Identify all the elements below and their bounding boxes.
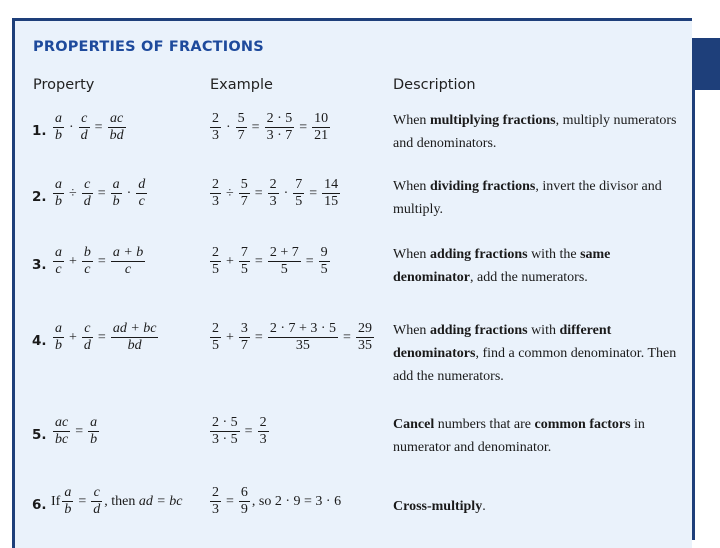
property-row-1 xyxy=(15,107,691,159)
property-formula: $\frac{a}{b}$ ÷ $\frac{c}{d}$ = $\frac{a}{b}$ · $\frac{d}{c}$ xyxy=(55,177,146,209)
row-number: 3. xyxy=(32,257,47,273)
row-number: 1. xyxy=(32,123,47,139)
row-description: When dividing fractions, invert the divisor and multiply. xyxy=(393,179,662,217)
row-number: 6. xyxy=(32,497,47,513)
example-formula: $\frac{2}{5}$ + $\frac{7}{5}$ = $\frac{2 + 7}{5}$ = $\frac{9}{5}$ xyxy=(212,245,328,277)
property-row-2 xyxy=(15,173,691,225)
fraction: $\frac{ac}{bd}$ xyxy=(109,111,124,143)
example-formula: $\frac{2}{3}$ ÷ $\frac{5}{7}$ = $\frac{2}{3}$ · $\frac{7}{5}$ = $\frac{14}{15}$ xyxy=(212,177,339,209)
property-formula: $\frac{a}{c}$ + $\frac{b}{c}$ = $\frac{a + b}{c}$ xyxy=(55,245,144,277)
example-formula: $\frac{2}{3}$ · $\frac{5}{7}$ = $\frac{2 \cdot 5}{3 \cdot 7}$ = $\frac{10}{21}$ xyxy=(212,111,329,143)
header-property: Property xyxy=(33,77,95,93)
example-formula: $\frac{2}{5}$ + $\frac{3}{7}$ = $\frac{2 \cdot 7 + 3 \cdot 5}{35}$ = $\frac{29}{35}$ xyxy=(212,321,372,353)
property-formula: If $\frac{a}{b}$ = $\frac{c}{d}$ , then ad = bc xyxy=(51,485,183,517)
header-example: Example xyxy=(210,77,273,93)
properties-card xyxy=(12,18,692,548)
row-description: Cross-multiply. xyxy=(393,499,486,514)
row-number: 5. xyxy=(32,427,47,443)
card-title: PROPERTIES OF FRACTIONS xyxy=(33,39,264,55)
row-number: 2. xyxy=(32,189,47,205)
example-formula: $\frac{2 \cdot 5}{3 \cdot 5}$ = $\frac{2}{3}$ xyxy=(212,415,267,447)
fraction: $\frac{a}{b}$ xyxy=(55,111,62,143)
property-row-6 xyxy=(15,481,691,533)
row-number: 4. xyxy=(32,333,47,349)
header-description: Description xyxy=(393,77,476,93)
property-row-5 xyxy=(15,411,691,463)
example-formula: $\frac{2}{3}$ = $\frac{6}{9}$ , so 2 · 9 = 3 · 6 xyxy=(212,485,342,517)
property-row-3 xyxy=(15,241,691,293)
row-description: When adding fractions with different denominators, find a common denominator. Then add the numerators. xyxy=(393,323,677,384)
property-formula: $\frac{a}{b}$ + $\frac{c}{d}$ = $\frac{ad + bc}{bd}$ xyxy=(55,321,157,353)
property-formula: $\frac{a}{b}$ · $\frac{c}{d}$ = $\frac{ac}{bd}$ xyxy=(55,111,124,143)
fraction: $\frac{c}{d}$ xyxy=(80,111,88,143)
row-description: When multiplying fractions, multiply numerators and denominators. xyxy=(393,113,677,151)
side-strip xyxy=(695,90,720,540)
property-formula: $\frac{ac}{bc}$ = $\frac{a}{b}$ xyxy=(55,415,98,447)
row-description: Cancel numbers that are common factors in numerator and denominator. xyxy=(393,417,645,455)
row-description: When adding fractions with the same denominator, add the numerators. xyxy=(393,247,611,285)
property-row-4 xyxy=(15,317,691,389)
